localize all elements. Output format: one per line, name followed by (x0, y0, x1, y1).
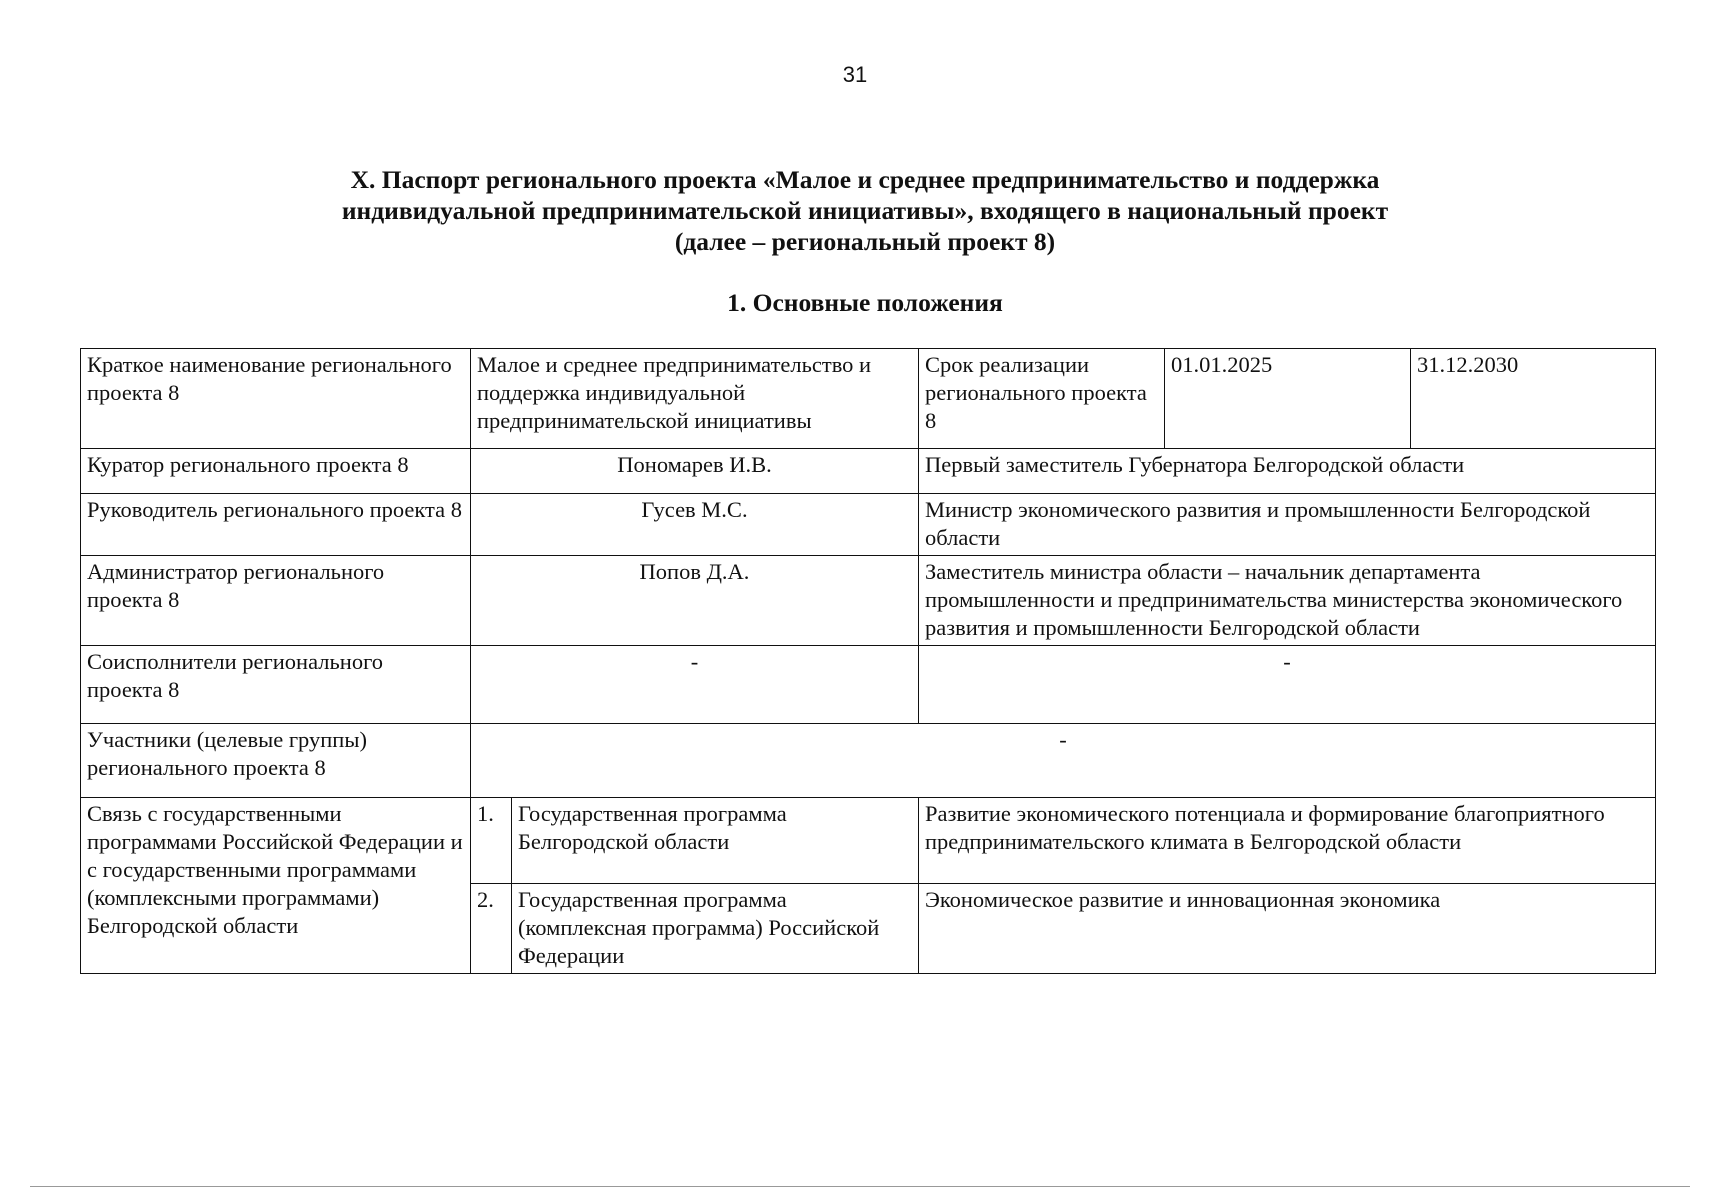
co-executors-name: - (471, 646, 919, 724)
bottom-divider (30, 1186, 1690, 1187)
table-row (81, 349, 1656, 449)
table-row (81, 724, 1656, 798)
table-row (81, 556, 1656, 646)
head-label: Руководитель регионального проекта 8 (81, 494, 471, 556)
title-line-3: (далее – региональный проект 8) (674, 227, 1056, 256)
end-date: 31.12.2030 (1411, 349, 1656, 449)
short-name-value: Малое и среднее предпринимательство и поддержка индивидуальной предпринимательской инициативы (471, 349, 919, 449)
title-line-1: X. Паспорт регионального проекта «Малое и среднее предпринимательство и поддержка (350, 165, 1380, 194)
links-label: Связь с государственными программами Российской Федерации и с государственными программами (комплексными программами) Белгородской области (81, 798, 471, 974)
page-number: 31 (842, 62, 868, 87)
co-executors-position: - (919, 646, 1656, 724)
table-row (81, 449, 1656, 494)
section-title: 1. Основные положения (727, 288, 1003, 317)
administrator-position: Заместитель министра области – начальник департамента промышленности и предпринимательства министерства экономического развития и промышленности Белгородской области (919, 556, 1656, 646)
term-label: Срок реализации регионального проекта 8 (919, 349, 1165, 449)
table-row (81, 494, 1656, 556)
table-row (81, 646, 1656, 724)
participants-value: - (471, 724, 1656, 798)
link-number-1: 1. (471, 798, 512, 884)
document-title (160, 164, 1570, 257)
curator-label: Куратор регионального проекта 8 (81, 449, 471, 494)
participants-label: Участники (целевые группы) регионального проекта 8 (81, 724, 471, 798)
short-name-label: Краткое наименование регионального проекта 8 (81, 349, 471, 449)
curator-position: Первый заместитель Губернатора Белгородской области (919, 449, 1656, 494)
head-name: Гусев М.С. (471, 494, 919, 556)
head-position: Министр экономического развития и промышленности Белгородской области (919, 494, 1656, 556)
title-line-2: индивидуальной предпринимательской инициативы», входящего в национальный проект (341, 196, 1389, 225)
link-program-name-2: Экономическое развитие и инновационная экономика (919, 884, 1656, 974)
passport-table (80, 348, 1656, 974)
co-executors-label: Соисполнители регионального проекта 8 (81, 646, 471, 724)
administrator-label: Администратор регионального проекта 8 (81, 556, 471, 646)
curator-name: Пономарев И.В. (471, 449, 919, 494)
link-number-2: 2. (471, 884, 512, 974)
administrator-name: Попов Д.А. (471, 556, 919, 646)
link-program-type-1: Государственная программа Белгородской области (512, 798, 919, 884)
table-row (81, 798, 1656, 884)
start-date: 01.01.2025 (1165, 349, 1411, 449)
link-program-name-1: Развитие экономического потенциала и формирование благоприятного предпринимательского климата в Белгородской области (919, 798, 1656, 884)
link-program-type-2: Государственная программа (комплексная программа) Российской Федерации (512, 884, 919, 974)
